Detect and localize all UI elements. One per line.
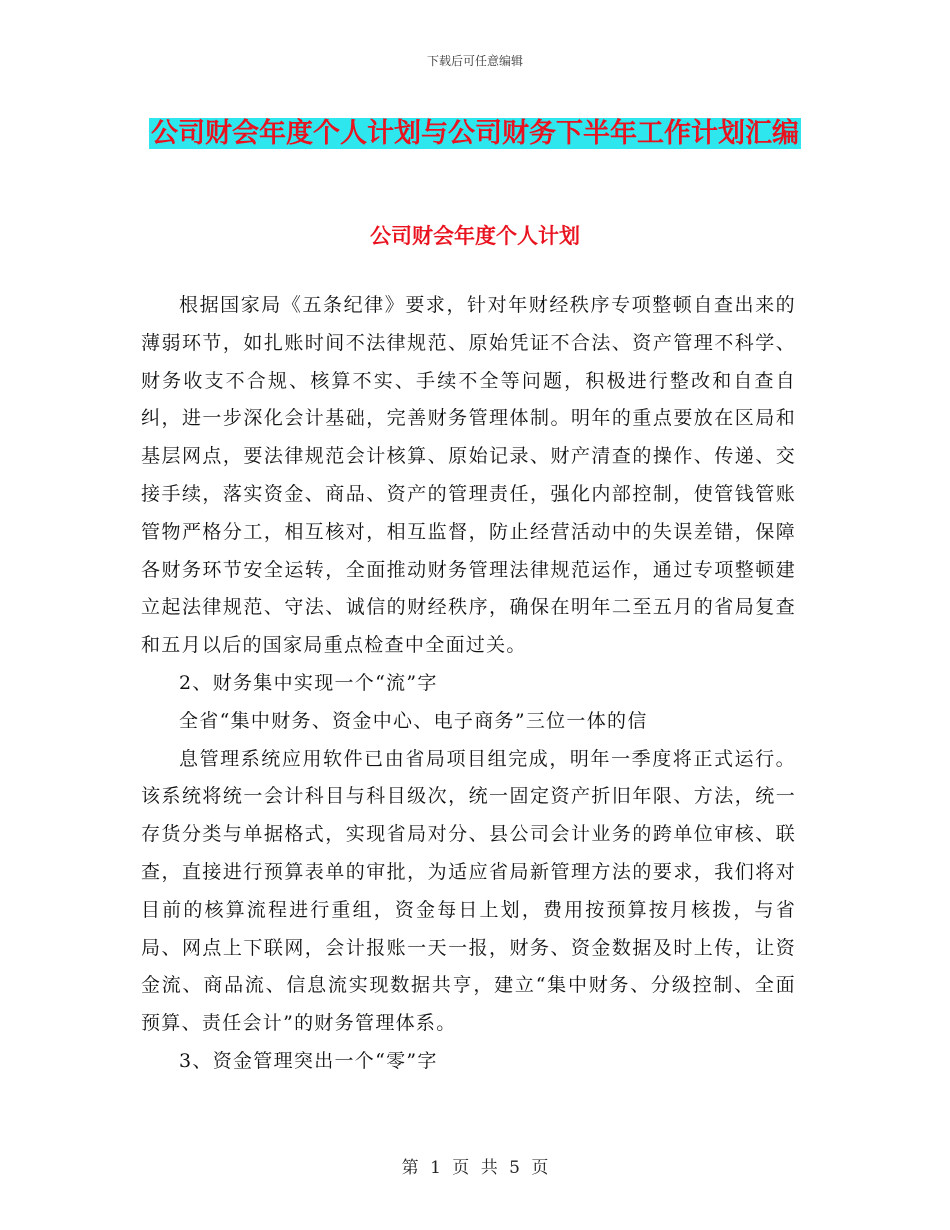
body-paragraph: 根据国家局《五条纪律》要求，针对年财经秩序专项整顿自查出来的薄弱环节，如扎账时间不法律规范、原始凭证不合法、资产管理不科学、财务收支不合规、核算不实、手续不全等问题，积极进行整改和自查自纠，进一步深化会计基础，完善财务管理体制。明年的重点要放在区局和基层网点，要法律规范会计核算、原始记录、财产清查的操作、传递、交接手续，落实资金、商品、资产的管理责任，强化内部控制，使管钱管账管物严格分工，相互核对，相互监督，防止经营活动中的失误差错，保障各财务环节安全运转，全面推动财务管理法律规范运作，通过专项整顿建立起法律规范、守法、诚信的财经秩序，确保在明年二至五月的省局复查和五月以后的国家局重点检查中全面过关。 xyxy=(141,294,796,657)
section-title: 公司财会年度个人计划 xyxy=(370,224,580,248)
page-header-note: 下载后可任意编辑 xyxy=(426,54,523,68)
page-number-footer: 第 1 页 共 5 页 xyxy=(401,1158,549,1178)
document-title xyxy=(140,108,810,160)
body-paragraph: 息管理系统应用软件已由省局项目组完成，明年一季度将正式运行。该系统将统一会计科目与科目级次，统一固定资产折旧年限、方法，统一存货分类与单据格式，实现省局对分、县公司会计业务的跨单位审核、联查，直接进行预算表单的审批，为适应省局新管理方法的要求，我们将对目前的核算流程进行重组，资金每日上划，费用按预算按月核拨，与省局、网点上下联网，会计报账一天一报，财务、资金数据及时上传，让资金流、商品流、信息流实现数据共亨，建立“集中财务、分级控制、全面预算、责任会计”的财务管理体系。 xyxy=(141,747,796,1035)
body-paragraph: 全省“集中财务、资金中心、电子商务”三位一体的信 xyxy=(179,709,648,732)
document-title-text: 公司财会年度个人计划与公司财务下半年工作计划汇编 xyxy=(151,118,799,149)
body-paragraph: 3、资金管理突出一个“零”字 xyxy=(179,1049,438,1072)
document-body xyxy=(141,287,796,1081)
body-paragraph: 2、财务集中实现一个“流”字 xyxy=(179,671,438,694)
